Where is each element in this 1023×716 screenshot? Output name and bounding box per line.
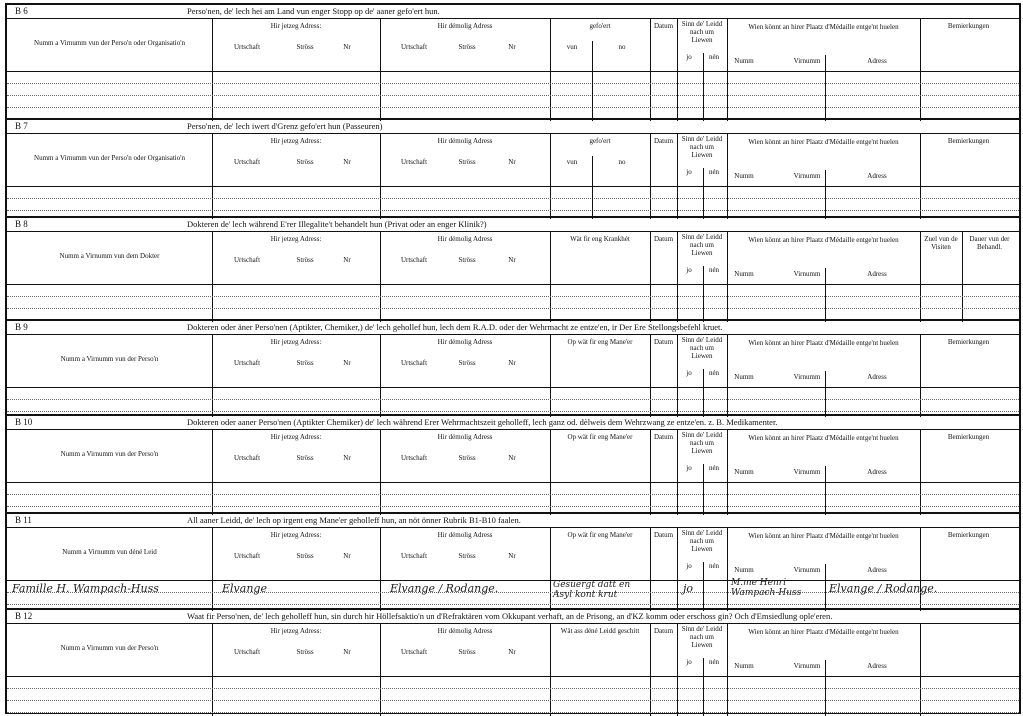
ortschaft-label: Urtschaft xyxy=(400,454,428,462)
alive-header: Sinn de' Leidd nach um Liewen xyxy=(681,336,723,360)
section-title: Waat fir Perso'nen, de' lech geholleff hun, sin durch hir Höllefsaktio'n un d'Refraktären vom Okkupant verhaft, an de Prisong, an d'KZ komm oder erschoss gin? Och d'Emsiedlung ople'eren. xyxy=(187,611,833,621)
column-divider xyxy=(650,19,651,121)
jo-label: jo xyxy=(686,369,692,377)
nr-label: Nr xyxy=(343,43,351,51)
stross-label: Ströss xyxy=(296,552,314,560)
column-divider xyxy=(920,134,921,219)
stross-label: Ströss xyxy=(458,158,476,166)
adress-now-header: Hir jetzeg Adress: xyxy=(270,531,322,539)
alive-header: Sinn de' Leidd nach um Liewen xyxy=(681,529,723,553)
no-label: no xyxy=(618,43,626,51)
medaille-divider xyxy=(825,660,826,716)
virnumm-label: Virnumm xyxy=(793,270,821,278)
nen-label: nén xyxy=(708,369,720,377)
bemierkungen-header: Bemierkungen xyxy=(947,433,990,441)
form-sheet xyxy=(5,3,1021,714)
ortschaft-label: Urtschaft xyxy=(233,43,261,51)
adress-then-header: Hir démolig Adress xyxy=(437,531,493,539)
entry-line xyxy=(7,107,1019,108)
section-header xyxy=(7,18,1019,121)
adress-label: Adress xyxy=(867,172,887,180)
alive-header: Sinn de' Leidd nach um Liewen xyxy=(681,233,723,257)
handwritten-manner: Gesuergt datt en Asyl kont krut xyxy=(553,580,631,600)
adress-now-header: Hir jetzeg Adress: xyxy=(270,338,322,346)
vun-no-divider xyxy=(592,156,593,219)
column-divider xyxy=(212,430,213,515)
column-divider xyxy=(380,134,381,219)
no-label: no xyxy=(618,158,626,166)
jo-nen-divider xyxy=(703,266,704,322)
section-b7 xyxy=(7,118,1019,216)
column-divider xyxy=(550,624,551,716)
adress-now-header: Hir jetzeg Adress: xyxy=(270,137,322,145)
column-divider xyxy=(677,430,678,515)
medaille-header: Wien könnt an hirer Plaatz d'Médaille entge'nt huelen xyxy=(748,339,899,347)
jo-label: jo xyxy=(686,266,692,274)
entry-line xyxy=(7,411,1019,412)
ortschaft-label: Urtschaft xyxy=(400,552,428,560)
medaille-divider xyxy=(825,55,826,121)
column-divider xyxy=(920,19,921,121)
datum-header: Datum xyxy=(653,22,674,30)
section-b11 xyxy=(7,512,1019,608)
vun-label: vun xyxy=(566,158,578,166)
jo-label: jo xyxy=(686,168,692,176)
adress-now-header: Hir jetzeg Adress: xyxy=(270,433,322,441)
jo-nen-divider xyxy=(703,562,704,611)
medaille-header: Wien könnt an hirer Plaatz d'Médaille entge'nt huelen xyxy=(748,23,899,31)
column-divider xyxy=(727,335,728,417)
col3-header: Wät ass déné Leidd geschitt xyxy=(560,627,640,635)
name-header: Numm a Virnumm vun dem Dokter xyxy=(59,252,160,260)
section-code: B 7 xyxy=(15,121,28,131)
medaille-divider xyxy=(825,564,826,611)
stross-label: Ströss xyxy=(458,648,476,656)
handwritten-then: Elvange / Rodange. xyxy=(390,582,499,595)
bemierkungen-header: Bemierkungen xyxy=(947,531,990,539)
virnumm-label: Virnumm xyxy=(793,57,821,65)
stross-label: Ströss xyxy=(296,454,314,462)
nen-label: nén xyxy=(708,53,720,61)
handwritten-name: Famille H. Wampach-Huss xyxy=(12,582,159,595)
handwritten-medal-name: M.me Henri Wampach-Huss xyxy=(731,578,802,598)
ortschaft-label: Urtschaft xyxy=(233,359,261,367)
entry-line xyxy=(7,494,1019,495)
datum-header: Datum xyxy=(653,137,674,145)
alive-header: Sinn de' Leidd nach um Liewen xyxy=(681,135,723,159)
vun-no-divider xyxy=(592,41,593,121)
entry-line xyxy=(7,296,1019,297)
name-header: Numm a Virnumm vun der Perso'n xyxy=(60,644,159,652)
adress-label: Adress xyxy=(867,57,887,65)
adress-label: Adress xyxy=(867,270,887,278)
name-header: Numm a Virnumm vun déné Leid xyxy=(62,548,157,556)
col3-header: gefo'ert xyxy=(589,22,611,30)
nr-label: Nr xyxy=(343,359,351,367)
ortschaft-label: Urtschaft xyxy=(233,648,261,656)
virnumm-label: Virnumm xyxy=(793,566,821,574)
ortschaft-label: Urtschaft xyxy=(233,454,261,462)
medaille-header: Wien könnt an hirer Plaatz d'Médaille entge'nt huelen xyxy=(748,138,899,146)
virnumm-label: Virnumm xyxy=(793,662,821,670)
section-code: B 6 xyxy=(15,6,28,16)
ortschaft-label: Urtschaft xyxy=(400,158,428,166)
nr-label: Nr xyxy=(343,256,351,264)
column-divider xyxy=(677,335,678,417)
column-divider xyxy=(380,335,381,417)
stross-label: Ströss xyxy=(296,158,314,166)
section-code: B 8 xyxy=(15,219,28,229)
adress-then-header: Hir démolig Adress xyxy=(437,433,493,441)
section-title: Dokteren de' lech während E'rer Illegalite't behandelt hun (Privat oder an enger Klinik?) xyxy=(187,219,487,229)
nen-label: nén xyxy=(708,266,720,274)
jo-nen-divider xyxy=(703,369,704,417)
numm-label: Numm xyxy=(734,172,754,180)
header-bottom-line xyxy=(7,186,1019,187)
column-divider xyxy=(650,335,651,417)
adress-now-header: Hir jetzeg Adress: xyxy=(270,235,322,243)
adress-now-header: Hir jetzeg Adress: xyxy=(270,627,322,635)
medaille-divider xyxy=(825,268,826,322)
jo-label: jo xyxy=(686,562,692,570)
nen-label: nén xyxy=(708,464,720,472)
adress-then-header: Hir démolig Adress xyxy=(437,235,493,243)
section-title: Dokteren oder äner Perso'nen (Aptikter, Chemiker,) de' lech gehollef hun, lech dem R.A.D. oder der Wehrmacht ze entze'en, ir Der Ere Stellongsbefehl kruet. xyxy=(187,322,723,332)
header-bottom-line xyxy=(7,284,1019,285)
handwritten-alive: jo xyxy=(683,582,694,595)
section-b10 xyxy=(7,414,1019,512)
datum-header: Datum xyxy=(653,531,674,539)
column-divider xyxy=(212,19,213,121)
column-divider xyxy=(212,335,213,417)
stross-label: Ströss xyxy=(296,256,314,264)
adress-then-header: Hir démolig Adress xyxy=(437,22,493,30)
header-bottom-line xyxy=(7,387,1019,388)
column-divider xyxy=(550,430,551,515)
jo-nen-divider xyxy=(703,53,704,121)
column-divider xyxy=(380,528,381,611)
datum-header: Datum xyxy=(653,235,674,243)
adress-then-header: Hir démolig Adress xyxy=(437,338,493,346)
name-header: Numm a Virnumm vun der Perso'n xyxy=(60,355,159,363)
stross-label: Ströss xyxy=(296,648,314,656)
bemierkungen-header: Bemierkungen xyxy=(947,137,990,145)
column-divider xyxy=(650,430,651,515)
column-divider xyxy=(212,134,213,219)
medaille-header: Wien könnt an hirer Plaatz d'Médaille entge'nt huelen xyxy=(748,532,899,540)
nr-label: Nr xyxy=(508,158,516,166)
column-divider xyxy=(727,430,728,515)
adress-label: Adress xyxy=(867,468,887,476)
column-divider xyxy=(212,528,213,611)
virnumm-label: Virnumm xyxy=(793,468,821,476)
nr-label: Nr xyxy=(343,648,351,656)
numm-label: Numm xyxy=(734,270,754,278)
alive-header: Sinn de' Leidd nach um Liewen xyxy=(681,431,723,455)
section-code: B 10 xyxy=(15,417,33,427)
section-code: B 12 xyxy=(15,611,33,621)
nen-label: nén xyxy=(708,168,720,176)
numm-label: Numm xyxy=(734,662,754,670)
column-divider xyxy=(650,528,651,611)
alive-header: Sinn de' Leidd nach um Liewen xyxy=(681,20,723,44)
column-divider xyxy=(727,134,728,219)
section-header xyxy=(7,231,1019,322)
medaille-header: Wien könnt an hirer Plaatz d'Médaille entge'nt huelen xyxy=(748,434,899,442)
handwritten-now: Elvange xyxy=(222,582,267,595)
section-header xyxy=(7,623,1019,716)
section-header xyxy=(7,527,1019,611)
column-divider xyxy=(650,624,651,716)
medaille-divider xyxy=(825,371,826,417)
header-bottom-line xyxy=(7,676,1019,677)
section-header xyxy=(7,429,1019,515)
section-code: B 11 xyxy=(15,515,32,525)
column-divider xyxy=(380,19,381,121)
bemierkungen-header: Bemierkungen xyxy=(947,338,990,346)
name-header: Numm a Virnumm vun der Perso'n xyxy=(60,450,159,458)
header-bottom-line xyxy=(7,482,1019,483)
ortschaft-label: Urtschaft xyxy=(400,648,428,656)
numm-label: Numm xyxy=(734,566,754,574)
entry-line xyxy=(7,604,1019,605)
section-title: Perso'nen, de' lech iwert d'Grenz gefo'ert hun (Passeuren) xyxy=(187,121,383,131)
column-divider xyxy=(920,430,921,515)
column-divider xyxy=(550,528,551,611)
numm-label: Numm xyxy=(734,468,754,476)
entry-line xyxy=(7,506,1019,507)
medaille-divider xyxy=(825,466,826,515)
jo-nen-divider xyxy=(703,168,704,219)
column-divider xyxy=(677,624,678,716)
column-divider xyxy=(380,430,381,515)
ortschaft-label: Urtschaft xyxy=(400,43,428,51)
column-divider xyxy=(550,134,551,219)
datum-header: Datum xyxy=(653,338,674,346)
nr-label: Nr xyxy=(343,454,351,462)
nr-label: Nr xyxy=(508,552,516,560)
entry-line xyxy=(7,95,1019,96)
header-bottom-line xyxy=(7,580,1019,581)
stross-label: Ströss xyxy=(458,43,476,51)
section-title: All aaner Leidd, de' lech op irgent eng Mane'er geholleff hun, an nöt önner Rubrik B1-B10 faalen. xyxy=(187,515,521,525)
adress-then-header: Hir démolig Adress xyxy=(437,137,493,145)
entry-line xyxy=(7,308,1019,309)
numm-label: Numm xyxy=(734,57,754,65)
vun-label: vun xyxy=(566,43,578,51)
column-divider xyxy=(727,528,728,611)
ortschaft-label: Urtschaft xyxy=(400,359,428,367)
datum-header: Datum xyxy=(653,627,674,635)
section-b12 xyxy=(7,608,1019,713)
entry-line xyxy=(7,712,1019,713)
nr-label: Nr xyxy=(508,359,516,367)
col3-header: Op wät fir eng Mane'er xyxy=(567,433,633,441)
entry-line xyxy=(7,198,1019,199)
jo-label: jo xyxy=(686,658,692,666)
datum-header: Datum xyxy=(653,433,674,441)
section-title: Perso'nen, de' lech hei am Land vun enger Stopp op de' aaner gefo'ert hun. xyxy=(187,6,440,16)
nr-label: Nr xyxy=(508,648,516,656)
virnumm-label: Virnumm xyxy=(793,373,821,381)
adress-label: Adress xyxy=(867,373,887,381)
nr-label: Nr xyxy=(343,158,351,166)
column-divider xyxy=(212,624,213,716)
virnumm-label: Virnumm xyxy=(793,172,821,180)
dauer-header: Dauer vun der Behandl. xyxy=(969,235,1010,251)
medaille-header: Wien könnt an hirer Plaatz d'Médaille entge'nt huelen xyxy=(748,236,899,244)
stross-label: Ströss xyxy=(296,359,314,367)
header-bottom-line xyxy=(7,71,1019,72)
section-b6 xyxy=(7,3,1019,118)
alive-header: Sinn de' Leidd nach um Liewen xyxy=(681,625,723,649)
col3-header: gefo'ert xyxy=(589,137,611,145)
entry-line xyxy=(7,700,1019,701)
nr-label: Nr xyxy=(343,552,351,560)
column-divider xyxy=(920,528,921,611)
medaille-divider xyxy=(825,170,826,219)
jo-nen-divider xyxy=(703,658,704,716)
entry-line xyxy=(7,688,1019,689)
medaille-header: Wien könnt an hirer Plaatz d'Médaille entge'nt huelen xyxy=(748,628,899,636)
nen-label: nén xyxy=(708,562,720,570)
zuel-visiten-header: Zuel vun de Visiten xyxy=(924,235,958,251)
stross-label: Ströss xyxy=(458,552,476,560)
jo-label: jo xyxy=(686,464,692,472)
ortschaft-label: Urtschaft xyxy=(233,256,261,264)
ortschaft-label: Urtschaft xyxy=(233,158,261,166)
column-divider xyxy=(677,134,678,219)
column-divider xyxy=(677,528,678,611)
col3-header: Op wät fir eng Mane'er xyxy=(567,531,633,539)
entry-line xyxy=(7,210,1019,211)
column-divider xyxy=(677,19,678,121)
name-header: Numm a Virnumm vun der Perso'n oder Organisatio'n xyxy=(34,39,185,47)
nen-label: nén xyxy=(708,658,720,666)
ortschaft-label: Urtschaft xyxy=(400,256,428,264)
column-divider xyxy=(920,624,921,716)
column-divider xyxy=(550,19,551,121)
col3-header: Wät fir eng Krankhét xyxy=(570,235,630,243)
adress-then-header: Hir démolig Adress xyxy=(437,627,493,635)
entry-line xyxy=(7,83,1019,84)
column-divider xyxy=(550,335,551,417)
adress-label: Adress xyxy=(867,566,887,574)
section-b9 xyxy=(7,319,1019,414)
column-divider xyxy=(380,624,381,716)
stross-label: Ströss xyxy=(458,454,476,462)
column-divider xyxy=(920,335,921,417)
stross-label: Ströss xyxy=(458,359,476,367)
section-b8 xyxy=(7,216,1019,319)
nr-label: Nr xyxy=(508,256,516,264)
stross-label: Ströss xyxy=(458,256,476,264)
handwritten-medal-address: Elvange / Rodange. xyxy=(829,582,938,595)
entry-line xyxy=(7,399,1019,400)
column-divider xyxy=(727,19,728,121)
section-code: B 9 xyxy=(15,322,28,332)
name-header: Numm a Virnumm vun der Perso'n oder Organisatio'n xyxy=(34,154,185,162)
ortschaft-label: Urtschaft xyxy=(233,552,261,560)
jo-label: jo xyxy=(686,53,692,61)
bemierkungen-header: Bemierkungen xyxy=(947,22,990,30)
numm-label: Numm xyxy=(734,373,754,381)
nr-label: Nr xyxy=(508,454,516,462)
adress-now-header: Hir jetzeg Adress: xyxy=(270,22,322,30)
jo-nen-divider xyxy=(703,464,704,515)
section-header xyxy=(7,133,1019,219)
col3-header: Op wät fir eng Mane'er xyxy=(567,338,633,346)
nr-label: Nr xyxy=(508,43,516,51)
section-title: Dokteren oder aaner Perso'nen (Aptikter Chemiker) de' lech während Erer Wehrmachtszeit geholleff, lech ganz od. dèlweis dem Wehrzwang ze entze'en. z. B. Medikamenter. xyxy=(187,417,778,427)
section-header xyxy=(7,334,1019,417)
column-divider xyxy=(727,624,728,716)
adress-label: Adress xyxy=(867,662,887,670)
stross-label: Ströss xyxy=(296,43,314,51)
column-divider xyxy=(650,134,651,219)
